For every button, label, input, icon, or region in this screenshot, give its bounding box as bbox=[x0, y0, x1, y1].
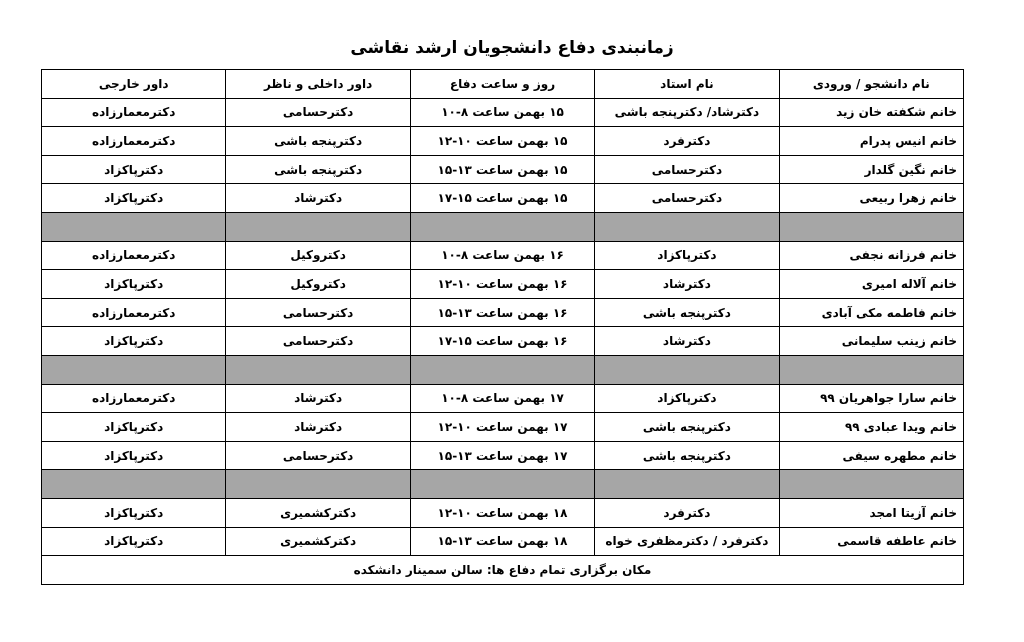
separator-cell bbox=[779, 355, 963, 384]
defense-time-cell: ۱۶ بهمن ساعت ۱۵-۱۷ bbox=[410, 327, 594, 356]
defense-time-cell: ۱۸ بهمن ساعت ۱۳-۱۵ bbox=[410, 527, 594, 556]
defense-schedule-table bbox=[41, 69, 964, 585]
student-name-cell: خانم انیس پدرام bbox=[779, 127, 963, 156]
header-external-referee: داور خارجی bbox=[42, 70, 226, 99]
student-name-cell: خانم آلاله امیری bbox=[779, 270, 963, 299]
external-referee-cell: دکترپاکزاد bbox=[42, 441, 226, 470]
table-header-row bbox=[42, 70, 964, 99]
defense-time-cell: ۱۵ بهمن ساعت ۱۳-۱۵ bbox=[410, 155, 594, 184]
external-referee-cell: دکترپاکزاد bbox=[42, 184, 226, 213]
separator-cell bbox=[226, 355, 410, 384]
defense-time-cell: ۱۶ بهمن ساعت ۱۳-۱۵ bbox=[410, 298, 594, 327]
table-row bbox=[42, 127, 964, 156]
internal-referee-cell: دکترپنجه باشی bbox=[226, 127, 410, 156]
internal-referee-cell: دکترکشمیری bbox=[226, 527, 410, 556]
separator-row bbox=[42, 212, 964, 241]
internal-referee-cell: دکترحسامی bbox=[226, 441, 410, 470]
venue-note: مکان برگزاری تمام دفاع ها: سالن سمینار دانشکده bbox=[42, 556, 964, 585]
internal-referee-cell: دکترحسامی bbox=[226, 327, 410, 356]
internal-referee-cell: دکترحسامی bbox=[226, 298, 410, 327]
table-row bbox=[42, 498, 964, 527]
defense-time-cell: ۱۵ بهمن ساعت ۸-۱۰ bbox=[410, 98, 594, 127]
external-referee-cell: دکترمعمارزاده bbox=[42, 127, 226, 156]
internal-referee-cell: دکترشاد bbox=[226, 184, 410, 213]
professor-cell: دکترپاکزاد bbox=[595, 241, 779, 270]
separator-row bbox=[42, 470, 964, 499]
professor-cell: دکترفرد bbox=[595, 127, 779, 156]
internal-referee-cell: دکترشاد bbox=[226, 413, 410, 442]
separator-cell bbox=[410, 470, 594, 499]
internal-referee-cell: دکتروکیل bbox=[226, 270, 410, 299]
professor-cell: دکترحسامی bbox=[595, 155, 779, 184]
defense-time-cell: ۱۷ بهمن ساعت ۱۳-۱۵ bbox=[410, 441, 594, 470]
professor-cell: دکترحسامی bbox=[595, 184, 779, 213]
table-row bbox=[42, 298, 964, 327]
separator-cell bbox=[42, 212, 226, 241]
student-name-cell: خانم نگین گلدار bbox=[779, 155, 963, 184]
header-student: نام دانشجو / ورودی bbox=[779, 70, 963, 99]
student-name-cell: خانم زهرا ربیعی bbox=[779, 184, 963, 213]
student-name-cell: خانم ویدا عبادی ۹۹ bbox=[779, 413, 963, 442]
table-row bbox=[42, 327, 964, 356]
header-date-time: روز و ساعت دفاع bbox=[410, 70, 594, 99]
separator-cell bbox=[42, 470, 226, 499]
table-row bbox=[42, 98, 964, 127]
external-referee-cell: دکترپاکزاد bbox=[42, 270, 226, 299]
external-referee-cell: دکترپاکزاد bbox=[42, 327, 226, 356]
table-row bbox=[42, 384, 964, 413]
external-referee-cell: دکترپاکزاد bbox=[42, 413, 226, 442]
student-name-cell: خانم مطهره سیفی bbox=[779, 441, 963, 470]
page-title: زمانبندی دفاع دانشجویان ارشد نقاشی bbox=[350, 38, 674, 58]
professor-cell: دکترپنجه باشی bbox=[595, 298, 779, 327]
table-row bbox=[42, 270, 964, 299]
defense-time-cell: ۱۵ بهمن ساعت ۱۵-۱۷ bbox=[410, 184, 594, 213]
student-name-cell: خانم فاطمه مکی آبادی bbox=[779, 298, 963, 327]
student-name-cell: خانم سارا جواهریان ۹۹ bbox=[779, 384, 963, 413]
footer-row bbox=[42, 556, 964, 585]
professor-cell: دکترپاکزاد bbox=[595, 384, 779, 413]
header-internal-referee: داور داخلی و ناظر bbox=[226, 70, 410, 99]
defense-time-cell: ۱۸ بهمن ساعت ۱۰-۱۲ bbox=[410, 498, 594, 527]
separator-cell bbox=[226, 212, 410, 241]
table-row bbox=[42, 441, 964, 470]
defense-time-cell: ۱۵ بهمن ساعت ۱۰-۱۲ bbox=[410, 127, 594, 156]
student-name-cell: خانم فرزانه نجفی bbox=[779, 241, 963, 270]
table-row bbox=[42, 241, 964, 270]
defense-time-cell: ۱۷ بهمن ساعت ۸-۱۰ bbox=[410, 384, 594, 413]
student-name-cell: خانم زینب سلیمانی bbox=[779, 327, 963, 356]
header-professor: نام استاد bbox=[595, 70, 779, 99]
professor-cell: دکترفرد bbox=[595, 498, 779, 527]
separator-cell bbox=[779, 470, 963, 499]
defense-time-cell: ۱۶ بهمن ساعت ۸-۱۰ bbox=[410, 241, 594, 270]
internal-referee-cell: دکترپنجه باشی bbox=[226, 155, 410, 184]
student-name-cell: خانم آزیتا امجد bbox=[779, 498, 963, 527]
external-referee-cell: دکترپاکزاد bbox=[42, 498, 226, 527]
separator-cell bbox=[595, 470, 779, 499]
separator-cell bbox=[595, 212, 779, 241]
student-name-cell: خانم شکفته خان زید bbox=[779, 98, 963, 127]
external-referee-cell: دکترمعمارزاده bbox=[42, 241, 226, 270]
professor-cell: دکترشاد bbox=[595, 327, 779, 356]
external-referee-cell: دکترمعمارزاده bbox=[42, 384, 226, 413]
separator-cell bbox=[410, 355, 594, 384]
internal-referee-cell: دکترشاد bbox=[226, 384, 410, 413]
separator-cell bbox=[42, 355, 226, 384]
table-row bbox=[42, 155, 964, 184]
external-referee-cell: دکترپاکزاد bbox=[42, 155, 226, 184]
separator-cell bbox=[410, 212, 594, 241]
professor-cell: دکترپنجه باشی bbox=[595, 413, 779, 442]
internal-referee-cell: دکتروکیل bbox=[226, 241, 410, 270]
separator-cell bbox=[595, 355, 779, 384]
table-row bbox=[42, 184, 964, 213]
internal-referee-cell: دکترحسامی bbox=[226, 98, 410, 127]
defense-time-cell: ۱۷ بهمن ساعت ۱۰-۱۲ bbox=[410, 413, 594, 442]
separator-cell bbox=[226, 470, 410, 499]
professor-cell: دکترشاد/ دکترپنجه باشی bbox=[595, 98, 779, 127]
external-referee-cell: دکترمعمارزاده bbox=[42, 298, 226, 327]
separator-row bbox=[42, 355, 964, 384]
table-body bbox=[42, 98, 964, 584]
professor-cell: دکترفرد / دکترمظفری خواه bbox=[595, 527, 779, 556]
table-row bbox=[42, 527, 964, 556]
table-row bbox=[42, 413, 964, 442]
professor-cell: دکترشاد bbox=[595, 270, 779, 299]
student-name-cell: خانم عاطفه قاسمی bbox=[779, 527, 963, 556]
defense-time-cell: ۱۶ بهمن ساعت ۱۰-۱۲ bbox=[410, 270, 594, 299]
professor-cell: دکترپنجه باشی bbox=[595, 441, 779, 470]
external-referee-cell: دکترمعمارزاده bbox=[42, 98, 226, 127]
separator-cell bbox=[779, 212, 963, 241]
external-referee-cell: دکترپاکزاد bbox=[42, 527, 226, 556]
internal-referee-cell: دکترکشمیری bbox=[226, 498, 410, 527]
